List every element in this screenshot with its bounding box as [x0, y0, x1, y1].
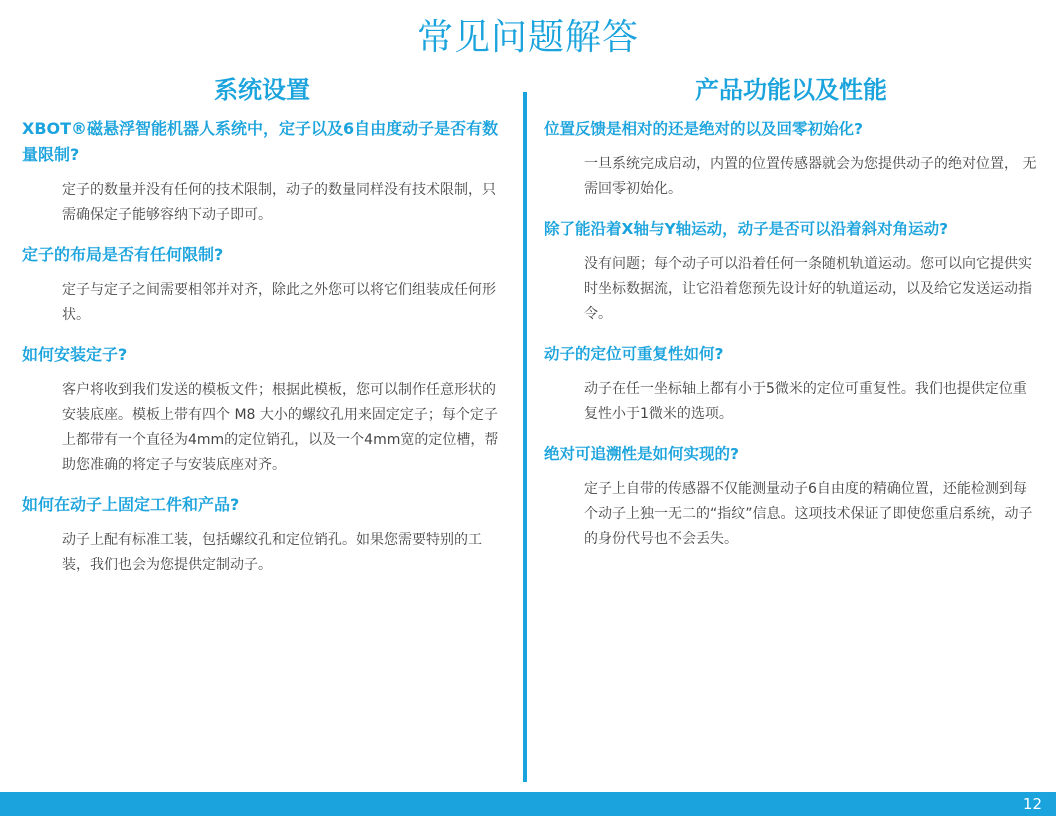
- section-title-system-settings: 系统设置: [214, 76, 310, 104]
- faq-answer: 定子与定子之间需要相邻并对齐，除此之外您可以将它们组装成任何形状。: [62, 282, 496, 323]
- faq-question: 动子的定位可重复性如何?: [544, 345, 724, 363]
- page-number: 12: [1022, 795, 1042, 813]
- faq-answer: 一旦系统完成启动，内置的位置传感器就会为您提供动子的绝对位置， 无需回零初始化。: [584, 156, 1037, 197]
- column-divider: [523, 92, 527, 782]
- faq-answer: 定子的数量并没有任何的技术限制，动子的数量同样没有技术限制，只需确保定子能够容纳下动子即可。: [62, 182, 496, 223]
- faq-answer: 定子上自带的传感器不仅能测量动子6自由度的精确位置，还能检测到每个动子上独一无二的“指纹”信息。这项技术保证了即使您重启系统，动子的身份代号也不会丢失。: [584, 481, 1033, 547]
- faq-question: 位置反馈是相对的还是绝对的以及回零初始化?: [544, 120, 863, 138]
- faq-question: XBOT®磁悬浮智能机器人系统中，定子以及6自由度动子是否有数量限制?: [22, 119, 499, 164]
- faq-question: 除了能沿着X轴与Y轴运动，动子是否可以沿着斜对角运动?: [544, 220, 949, 238]
- faq-answer: 动子上配有标准工装，包括螺纹孔和定位销孔。如果您需要特别的工装，我们也会为您提供定制动子。: [62, 532, 482, 573]
- faq-question: 定子的布局是否有任何限制?: [22, 245, 224, 264]
- faq-question: 如何在动子上固定工件和产品?: [22, 495, 240, 514]
- faq-answer: 动子在任一坐标轴上都有小于5微米的定位可重复性。我们也提供定位重复性小于1微米的选项。: [584, 381, 1027, 422]
- faq-question: 绝对可追溯性是如何实现的?: [544, 445, 739, 463]
- page-title: 常见问题解答: [416, 17, 639, 58]
- section-title-product-features: 产品功能以及性能: [695, 76, 887, 104]
- faq-answer: 没有问题；每个动子可以沿着任何一条随机轨道运动。您可以向它提供实时坐标数据流，让它沿着您预先设计好的轨道运动，以及给它发送运动指令。: [584, 256, 1032, 322]
- footer-bar: [0, 792, 1056, 816]
- product-features-column: [544, 72, 1038, 566]
- faq-question: 如何安装定子?: [22, 345, 128, 364]
- faq-answer: 客户将收到我们发送的模板文件；根据此模板，您可以制作任意形状的安装底座。模板上带有四个 M8 大小的螺纹孔用来固定定子；每个定子上都带有一个直径为4mm的定位销孔，以及一个4mm宽的定位槽，帮助您准确的将定子与安装底座对齐。: [62, 382, 499, 473]
- system-settings-column: [22, 72, 502, 592]
